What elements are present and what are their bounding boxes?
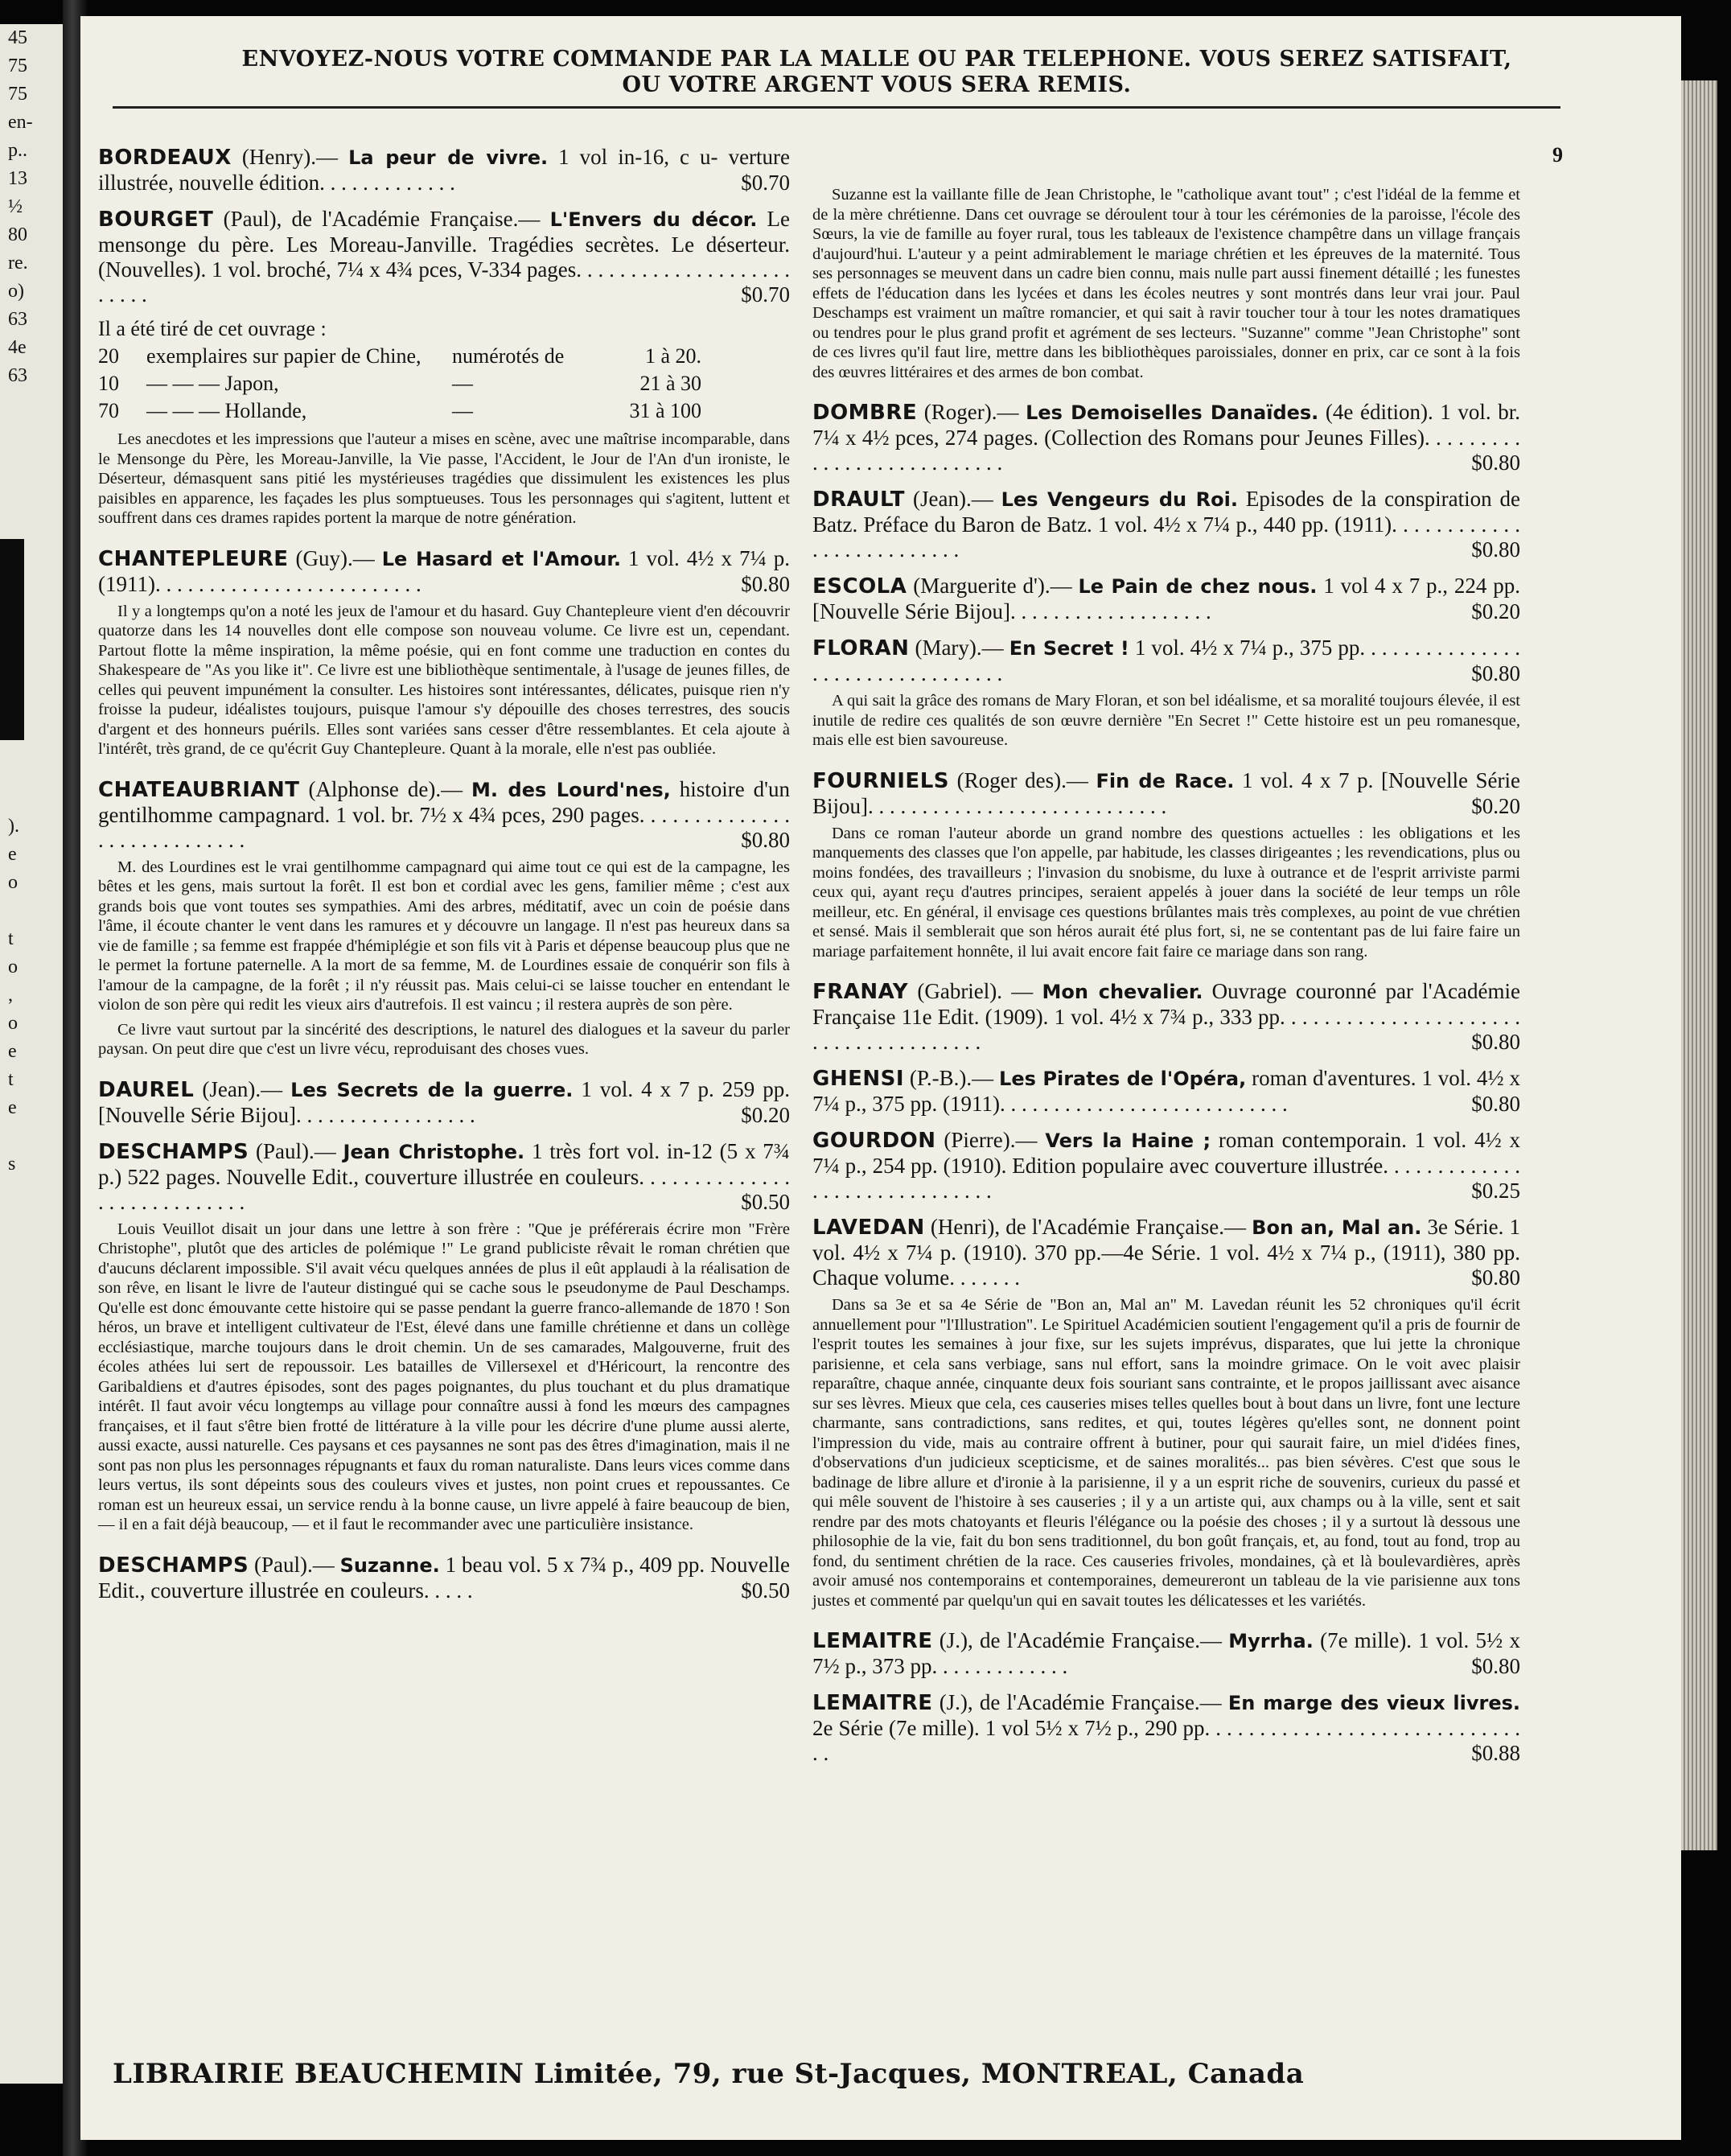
edition-quantity: 10	[98, 372, 119, 395]
edition-quantity: 70	[98, 399, 119, 422]
entry-title: M. des Lourd'nes,	[471, 778, 671, 801]
entry-author: LEMAITRE	[812, 1691, 933, 1715]
entry-description: Dans sa 3e et sa 4e Série de "Bon an, Mal an" M. Lavedan réunit les 52 chroniques qu'il écrit annuellement pour "l'Illustration". Le Spirituel Académicien soutient l'engagement qu'il a pris de fournir de l'esprit toutes les semaines à jour fixe, sur les sujets imprévus, disparates, que lui jette la chronique parisienne, et cela sans verbiage, sans nul effort, sans la moindre grimace. On le voit avec plaisir reparaître, chaque année, cinquante deux fois souriant sans contrainte, et le propos jaillissant avec aisance sur ses lèvres. Mieux que cela, ces causeries mises telles quelles bout à bout dans un livre, font une lecture charmante, sans contradictions, sans redites, et qui, toutes légères qu'elles sont, ne donnent point l'impression du vide, mais au contraire offrent à butiner, pour qui saurait faire, un miel d'idées fines, d'observations d'un judicieux scepticisme, et de saines moralités... pas bien sévères. C'est que sous le badinage de libre allure et d'ironie à la parisienne, il y a un esprit riche de souvenirs, curieux du passé et qui mêle souvent de l'histoire à ses causeries ; il y a un artiste qui, aux champs ou à la ville, sent et sait rendre par des mots chatoyants et fleuris l'élégance ou la poésie des choses ; il y a surtout là dessous une philosophie de la vie, fait du bon sens traditionnel, du bon goût français, et, au fond, tout au fond, trop au fond, du sentiment chrétien de la race. Ces causeries frivoles, mondaines, çà et là boulevardières, après avoir amusé nos contemporains et contemporaines, demeureront un tableau de la vie parisienne aux tons justes et commenté par quelqu'un qui en savait toutes les délicatesses et les variétés.	[812, 1296, 1520, 1610]
edition-paper: exemplaires sur papier de Chine,	[146, 344, 421, 368]
facing-page-fragment: t	[8, 1069, 14, 1090]
header-rule	[113, 106, 1560, 109]
entry-title: Les Pirates de l'Opéra,	[999, 1068, 1247, 1090]
facing-page-fragment	[0, 503, 63, 531]
entry-forename: (Paul).—	[254, 1552, 335, 1577]
left-column	[98, 145, 790, 1615]
book-entry-ghensi	[812, 1066, 1520, 1117]
header-line-1: ENVOYEZ-NOUS VOTRE COMMANDE PAR LA MALLE OU PAR TELEPHONE. VOUS SEREZ SATISFAIT,	[241, 47, 1512, 72]
entry-author: DESCHAMPS	[98, 1553, 249, 1578]
facing-page-fragment: 75	[8, 84, 27, 105]
entry-title: Le Hasard et l'Amour.	[381, 547, 621, 570]
entry-details: 3e Série. 1 vol. 4½ x 7¼ p. (1910). 370 pp.—4e Série. 1 vol. 4½ x 7¼ p., (1911), 380 pp. Chaque volume. . . . . . .	[812, 1215, 1520, 1290]
facing-page-fragment: 80	[8, 224, 27, 245]
entry-title: Jean Christophe.	[343, 1140, 525, 1163]
facing-page-fragment: e	[8, 1097, 17, 1118]
page-number: 9	[1552, 143, 1563, 167]
entry-price: $0.88	[1471, 1741, 1520, 1765]
entry-price: $0.20	[741, 1102, 790, 1127]
entry-details: 2e Série (7e mille). 1 vol 5½ x 7½ p., 290 pp. . . . . . . . . . . . . . . . . . . . . . . . . . . . . . .	[812, 1716, 1520, 1765]
entry-details: 1 vol in-16, c u- verture illustrée, nouvelle édition. . . . . . . . . . . . .	[98, 145, 791, 195]
page-header	[193, 47, 1560, 98]
entry-details: Le mensonge du père. Les Moreau-Janville. Tragédies secrètes. Le déserteur. (Nouvelles). 1 vol. broché, 7¼ x 4¾ pces, V-334 pages. . . . . . . . . . . . . . . . . . . . . . . . .	[98, 207, 791, 307]
entry-price: $0.80	[741, 827, 790, 852]
entry-title: Fin de Race.	[1096, 769, 1235, 792]
book-entry-chantepleure	[98, 546, 790, 759]
entry-forename: (Henry).—	[241, 145, 339, 169]
header-line-2: OU VOTRE ARGENT VOUS SERA REMIS.	[622, 72, 1132, 97]
facing-page-fragment: ½	[8, 196, 23, 217]
entry-author: FOURNIELS	[812, 768, 949, 793]
entry-title: Vers la Haine ;	[1045, 1129, 1211, 1152]
facing-page-fragment: 4e	[8, 337, 27, 358]
book-entry-bourget	[98, 207, 790, 529]
facing-page-fragment	[0, 418, 63, 446]
entry-author: CHANTEPLEURE	[98, 546, 289, 571]
facing-page-fragment: 13	[8, 168, 27, 189]
facing-page-fragment: o	[8, 957, 18, 977]
facing-page-fragment: o	[8, 1013, 18, 1034]
entry-description: Il y a longtemps qu'on a noté les jeux de l'amour et du hasard. Guy Chantepleure vient d'en découvrir quatorze dans les 14 nouvelles dont elle compose son nouveau volume. Ce livre est un, cependant. Partout flotte la même inspiration, la même poésie, qui en font comme une traduction en contes du Shakespeare de "As you like it". Ce livre est une bibliothèque sentimentale, à l'usage de jeunes filles, de celles qui peuvent impunément la consulter. Les histoires sont intéressantes, délicates, puisque rien n'y froisse la pudeur, idéalistes toujours, puisque l'amour s'y dépouille des choses terrestres, des soucis d'argent et des honneurs puérils. Elles sont variées sans cesser d'être ressemblantes. Et cela ajoute à l'intérêt, très grand, de ce qu'écrit Guy Chantepleure. Quant à la morale, elle n'est pas oubliée.	[98, 602, 790, 758]
entry-details: histoire d'un gentilhomme campagnard. 1 vol. br. 7½ x 4¾ pces, 290 pages. . . . . . . . . . . . . . . . . . . . . . . . . . . .	[98, 776, 790, 852]
limited-edition-row	[98, 397, 790, 425]
facing-page-fragment: 75	[8, 56, 27, 76]
entry-price: $0.50	[741, 1578, 790, 1603]
entry-author: ESCOLA	[812, 574, 907, 599]
entry-title: La peur de vivre.	[348, 146, 549, 169]
facing-page-fragment	[0, 446, 63, 475]
edition-note: numérotés de	[452, 344, 565, 368]
entry-forename: (Roger).—	[923, 400, 1019, 424]
entry-forename: (Henri), de l'Académie Française.—	[930, 1215, 1247, 1239]
entry-price: $0.80	[1471, 1654, 1520, 1678]
publisher-footer: LIBRAIRIE BEAUCHEMIN Limitée, 79, rue St-Jacques, MONTREAL, Canada	[113, 2058, 1305, 2090]
limited-edition-row	[98, 343, 790, 370]
entry-price: $0.70	[741, 171, 790, 195]
entry-price: $0.80	[1471, 1092, 1520, 1116]
entry-details: Episodes de la conspiration de Batz. Préface du Baron de Batz. 1 vol. 4½ x 7¼ p., 440 pp. (1911). . . . . . . . . . . . . . . . . . . . . . . . . .	[812, 487, 1521, 562]
catalogue-page	[80, 16, 1681, 2140]
book-entry-daurel	[98, 1077, 790, 1128]
entry-author: FLORAN	[812, 636, 910, 660]
edition-range: 1 à 20.	[644, 344, 701, 368]
entry-details: (7e mille). 1 vol. 5½ x 7½ p., 373 pp. . . . . . . . . . . . .	[812, 1628, 1521, 1678]
entry-title: L'Envers du décor.	[549, 208, 758, 231]
limited-edition-list	[98, 315, 790, 425]
entry-price: $0.80	[1471, 451, 1520, 475]
entry-description: A qui sait la grâce des romans de Mary Floran, et son bel idéalisme, et sa moralité toujours élevée, il est inutile de redire ces qualités de son œuvre dernière "En Secret !" Cette histoire est un peu romanesque, mais elle est bien savoureuse.	[812, 692, 1520, 749]
facing-page-edge	[0, 24, 63, 2084]
right-column	[812, 145, 1520, 1777]
facing-page-fragment	[0, 756, 63, 784]
entry-author: DRAULT	[812, 488, 906, 512]
entry-price: $0.25	[1471, 1179, 1520, 1203]
book-entry-chateaubriant	[98, 777, 790, 1059]
entry-author: GOURDON	[812, 1129, 936, 1153]
facing-page-fragment: o	[8, 872, 18, 893]
facing-page-fragment: 63	[8, 309, 27, 330]
entry-forename: (Marguerite d').—	[913, 574, 1072, 598]
entry-author: BOURGET	[98, 208, 214, 232]
edition-quantity: 20	[98, 344, 119, 368]
entry-author: LAVEDAN	[812, 1216, 925, 1240]
facing-page-fragment	[0, 1122, 63, 1150]
entry-forename: (Jean).—	[912, 487, 993, 511]
facing-page-fragment: o)	[8, 281, 24, 302]
limited-edition-row	[98, 370, 790, 397]
entry-forename: (Paul), de l'Académie Française.—	[223, 207, 541, 231]
facing-page-fragment: t	[8, 928, 14, 949]
entry-title: Mon chevalier.	[1042, 981, 1203, 1003]
book-entry-fourniels	[812, 768, 1520, 962]
entry-forename: (Mary).—	[915, 636, 1004, 660]
book-entry-bordeaux	[98, 145, 790, 195]
edition-paper: — — — Hollande,	[146, 399, 307, 422]
entry-title: Le Pain de chez nous.	[1078, 575, 1318, 598]
entry-author: GHENSI	[812, 1067, 905, 1091]
facing-page-fragment	[0, 390, 63, 418]
entry-forename: (Jean).—	[202, 1076, 283, 1101]
entry-description: Dans ce roman l'auteur aborde un grand nombre des questions actuelles : les obligations et les manquements des classes que l'on appelle, par habitude, les classes dirigeantes ; les revendications, plus ou moins fondées, des travailleurs ; l'invasion du snobisme, du luxe à outrance et de l'esprit arriviste parmi ceux qui, ayant reçu d'autres principes, seraient appelés à jouer dans la société de leur temps un rôle meilleur, etc. En général, il envisage ces questions brûlantes mais très complexes, au point de vue chrétien et sensé. Mais il semblerait que son héros aurait été plus fort, si, ne se contentant pas de lui faire faire un mariage parfaitement honnête, il lui avait encore fait faire ce mariage dans son rang.	[812, 824, 1520, 961]
entry-description-2: Ce livre vaut surtout par la sincérité des descriptions, le naturel des dialogues et la saveur du parler paysan. On peut dire que c'est un livre vécu, reproduisant des choses vues.	[98, 1020, 790, 1058]
suzanne-description: Suzanne est la vaillante fille de Jean Christophe, le "catholique avant tout" ; c'est l'idéal de la femme et de la mère chrétienne. Dans cet ouvrage se déroulent tour à tour les cérémonies de la paroisse, l'école des Sœurs, la vie de famille au foyer rural, tous les tableaux de l'existence champêtre dans un village français d'aujourd'hui. L'auteur y a peint admirablement le mariage chrétien et les épreuves de la maternité. Tous ses personnages se meuvent dans un cadre bien connu, mais nulle part aussi finement détaillé ; les funestes effets de l'éducation dans les lycées et dans les écoles neutres y sont montrés dans leur vrai jour. Paul Deschamps est vraiment un maître romancier, et qui sait à ravir toucher tour à tour les notes dramatiques ou tendres pour le plus grand profit et agrément de ses lecteurs. "Suzanne" comme "Jean Christophe" sont de ces livres qu'il faut lire, mettre dans les bibliothèques paroissiales, donner en prix, car ce sont à la fois des œuvres littéraires et des armes de bon combat.	[812, 186, 1520, 381]
edition-note: —	[452, 372, 473, 395]
book-entry-deschamps-jean-christophe	[98, 1139, 790, 1535]
book-entry-deschamps-suzanne	[98, 1553, 790, 1603]
entry-price: $0.80	[1471, 1265, 1520, 1290]
entry-details: roman contemporain. 1 vol. 4½ x 7¼ p., 254 pp. (1910). Edition populaire avec couverture illustrée. . . . . . . . . . . . . . . . . . . . . . . . . . . . . .	[812, 1128, 1521, 1203]
edition-range: 31 à 100	[629, 399, 701, 422]
entry-forename: (J.), de l'Académie Française.—	[939, 1690, 1222, 1714]
limited-edition-intro: Il a été tiré de cet ouvrage :	[98, 317, 327, 340]
edition-paper: — — — Japon,	[146, 372, 279, 395]
entry-author: DOMBRE	[812, 401, 918, 425]
entry-title: En Secret !	[1009, 637, 1129, 660]
page-edges	[1681, 80, 1717, 1850]
entry-forename: (J.), de l'Académie Française.—	[939, 1628, 1222, 1652]
facing-page-fragment: re.	[8, 253, 28, 274]
entry-forename: (Alphonse de).—	[308, 776, 463, 801]
book-entry-lemaitre-myrrha	[812, 1628, 1520, 1679]
entry-details: (4e édition). 1 vol. br. 7¼ x 4½ pces, 274 pages. (Collection des Romans pour Jeunes Filles). . . . . . . . . . . . . . . . . . . . . . . . . . .	[812, 400, 1520, 475]
book-entry-drault	[812, 487, 1520, 562]
entry-price: $0.50	[741, 1189, 790, 1214]
entry-price: $0.70	[741, 282, 790, 307]
entry-details: 1 beau vol. 5 x 7¾ p., 409 pp. Nouvelle Edit., couverture illustrée en couleurs. . . . .	[98, 1552, 790, 1603]
entry-price: $0.20	[1471, 599, 1520, 623]
entry-author: DESCHAMPS	[98, 1139, 249, 1164]
entry-forename: (Roger des).—	[956, 767, 1088, 792]
entry-details: 1 vol. 4½ x 7¼ p. (1911). . . . . . . . . . . . . . . . . . . . . . . . .	[98, 545, 791, 596]
book-entry-gourdon	[812, 1128, 1520, 1203]
edition-note: —	[452, 399, 473, 422]
book-entry-lemaitre-en-marge	[812, 1690, 1520, 1766]
book-entry-dombre	[812, 400, 1520, 475]
book-entry-escola	[812, 574, 1520, 624]
edition-range: 21 à 30	[639, 372, 701, 395]
entry-description: M. des Lourdines est le vrai gentilhomme campagnard qui aime tout ce qui est de la campagne, les bêtes et les gens, mais surtout la forêt. Il est bon et cordial avec les gens, familier même ; c'est aux grands bois que vont toutes ses sympathies. Ami des arbres, méditatif, avec un coin de poésie dans l'âme, il écoute chanter le vent dans les ramures et y découvre un langage. Il n'est pas heureux dans sa vie de famille ; sa femme est frappée d'hémiplégie et son fils vit à Paris et dépense beaucoup plus que ne le permet la fortune paternelle. A la mort de sa femme, M. de Lourdines essaie de conquérir son fils à l'amour de la campagne, de la forêt ; il n'y réussit pas. Mais celui-ci se laisse toucher en entendant le violon de son père qui redit les vieux airs d'autrefois. Il est vaincu ; il restera auprès de son père.	[98, 858, 790, 1014]
facing-page-fragment	[0, 1179, 63, 1207]
facing-page-fragment	[0, 1207, 63, 1235]
facing-page-fragment: e	[8, 1041, 17, 1062]
facing-page-fragment: e	[8, 844, 17, 865]
facing-page-fragment	[0, 475, 63, 503]
facing-page-fragment: p..	[8, 140, 27, 161]
entry-title: En marge des vieux livres.	[1227, 1692, 1521, 1714]
entry-author: DAUREL	[98, 1077, 195, 1102]
entry-details: 1 vol. 4½ x 7¼ p., 375 pp. . . . . . . . . . . . . . . . . . . . . . . . . . . . . . . . .	[812, 636, 1521, 685]
facing-page-dark-block	[0, 539, 24, 740]
entry-details: 1 très fort vol. in-12 (5 x 7¾ p.) 522 pages. Nouvelle Edit., couverture illustrée en couleurs. . . . . . . . . . . . . . . . . . . . . . . . . . . .	[98, 1138, 791, 1214]
facing-page-fragment	[0, 784, 63, 813]
facing-page-fragment: 45	[8, 27, 27, 48]
entry-details: roman d'aventures. 1 vol. 4½ x 7¼ p., 375 pp. (1911). . . . . . . . . . . . . . . . . . . . . . . . . . .	[812, 1066, 1521, 1116]
entry-price: $0.80	[1471, 661, 1520, 685]
entry-forename: (Paul).—	[256, 1138, 336, 1163]
entry-price: $0.80	[1471, 1030, 1520, 1054]
entry-forename: (P.-B.).—	[909, 1066, 994, 1090]
facing-page-fragment: ).	[8, 816, 19, 837]
entry-details: 1 vol. 4 x 7 p. 259 pp. [Nouvelle Série Bijou]. . . . . . . . . . . . . . . . .	[98, 1076, 790, 1127]
facing-page-fragment	[0, 897, 63, 925]
facing-page-fragment: 63	[8, 365, 27, 386]
entry-author: FRANAY	[812, 980, 909, 1004]
entry-author: CHATEAUBRIANT	[98, 777, 300, 802]
entry-description: Louis Veuillot disait un jour dans une lettre à son frère : "Que je préférerais écrire mon "Frère Christophe", plutôt que des articles de polémique !" Le grand publiciste rêvait le roman chrétien que d'aucuns déclarent impossible. S'il avait vécu quelques années de plus il eût applaudi à la réalisation de son rêve, en lisant le livre de l'auteur distingué qui se cache sous le pseudonyme de Paul Deschamps. Qu'elle est donc émouvante cette histoire qui se passe pendant la guerre franco-allemande de 1870 ! Son héros, un brave et intelligent cultivateur de l'Est, élevé dans une famille chrétienne et dans un collège ecclésiastique, marche toujours dans le droit chemin. Un de ses camarades, Malgouverne, fruit des écoles athées lui sert de repoussoir. Les batailles de Villersexel et d'Héricourt, la rencontre des Garibaldiens et d'autres épisodes, sont des pages poignantes, du plus touchant et du plus dramatique intérêt. Il faut avoir vécu longtemps au village pour connaître aussi à fond les mœurs des campagnes françaises, et il faut s'être bien frotté de littérature à la ville pour les décrire d'une plume aussi alerte, aussi exacte, aussi naturelle. Ces paysans et ces paysannes ne sont pas des êtres d'imagination, mais il ne sont pas non plus les personnages répugnants et faux du roman naturaliste. Dans leurs vices comme dans leurs vertus, ils sont dépeints sous des couleurs vives et justes, non point crues et repoussantes. Ce roman est un heureux essai, un service rendu à la bonne cause, un livre appelé à faire beaucoup de bien, — il en a fait déjà beaucoup, — et il faut le recommander avec une particulière insistance.	[98, 1220, 790, 1533]
entry-author: LEMAITRE	[812, 1629, 933, 1653]
entry-author: BORDEAUX	[98, 146, 232, 170]
entry-price: $0.20	[1471, 793, 1520, 818]
entry-forename: (Guy).—	[295, 545, 375, 570]
book-entry-lavedan	[812, 1215, 1520, 1611]
entry-title: Myrrha.	[1228, 1630, 1314, 1652]
entry-title: Bon an, Mal an.	[1252, 1216, 1422, 1239]
facing-page-fragment: en-	[8, 112, 33, 133]
facing-page-fragment: s	[8, 1154, 16, 1175]
book-entry-franay	[812, 979, 1520, 1055]
book-entry-floran	[812, 636, 1520, 751]
entry-title: Les Demoiselles Danaïdes.	[1026, 401, 1319, 424]
entry-title: Suzanne.	[339, 1553, 440, 1577]
entry-price: $0.80	[741, 571, 790, 596]
entry-description: Les anecdotes et les impressions que l'auteur a mises en scène, avec une maîtrise incomparable, dans le Mensonge du Père, les Moreau-Janville, la Vie passe, l'Accident, le Jour de l'An d'un ironiste, le Déserteur, démasquent sans pitié les mystérieuses tragédies que dissimulent les existences les plus paisibles en apparence, les façades les plus somptueuses. Tous les personnages qui s'agitent, luttent et souffrent dans ces drames rapides portent la marque de notre génération.	[98, 430, 790, 527]
entry-forename: (Gabriel). —	[917, 979, 1034, 1003]
entry-details: Ouvrage couronné par l'Académie Française 11e Edit. (1909). 1 vol. 4½ x 7¾ p., 333 pp. . . . . . . . . . . . . . . . . . . . . . . . . . . . . . . . . . . . . .	[812, 979, 1520, 1054]
entry-forename: (Pierre).—	[944, 1128, 1038, 1152]
entry-title: Les Secrets de la guerre.	[290, 1078, 574, 1101]
facing-page-fragment: ,	[8, 985, 13, 1006]
entry-title: Les Vengeurs du Roi.	[1001, 488, 1238, 511]
entry-details: 1 vol. 4 x 7 p. [Nouvelle Série Bijou]. . . . . . . . . . . . . . . . . . . . . . . . . . . .	[812, 767, 1521, 818]
entry-price: $0.80	[1471, 537, 1520, 562]
entry-details: 1 vol 4 x 7 p., 224 pp. [Nouvelle Série Bijou]. . . . . . . . . . . . . . . . . . .	[812, 574, 1520, 623]
